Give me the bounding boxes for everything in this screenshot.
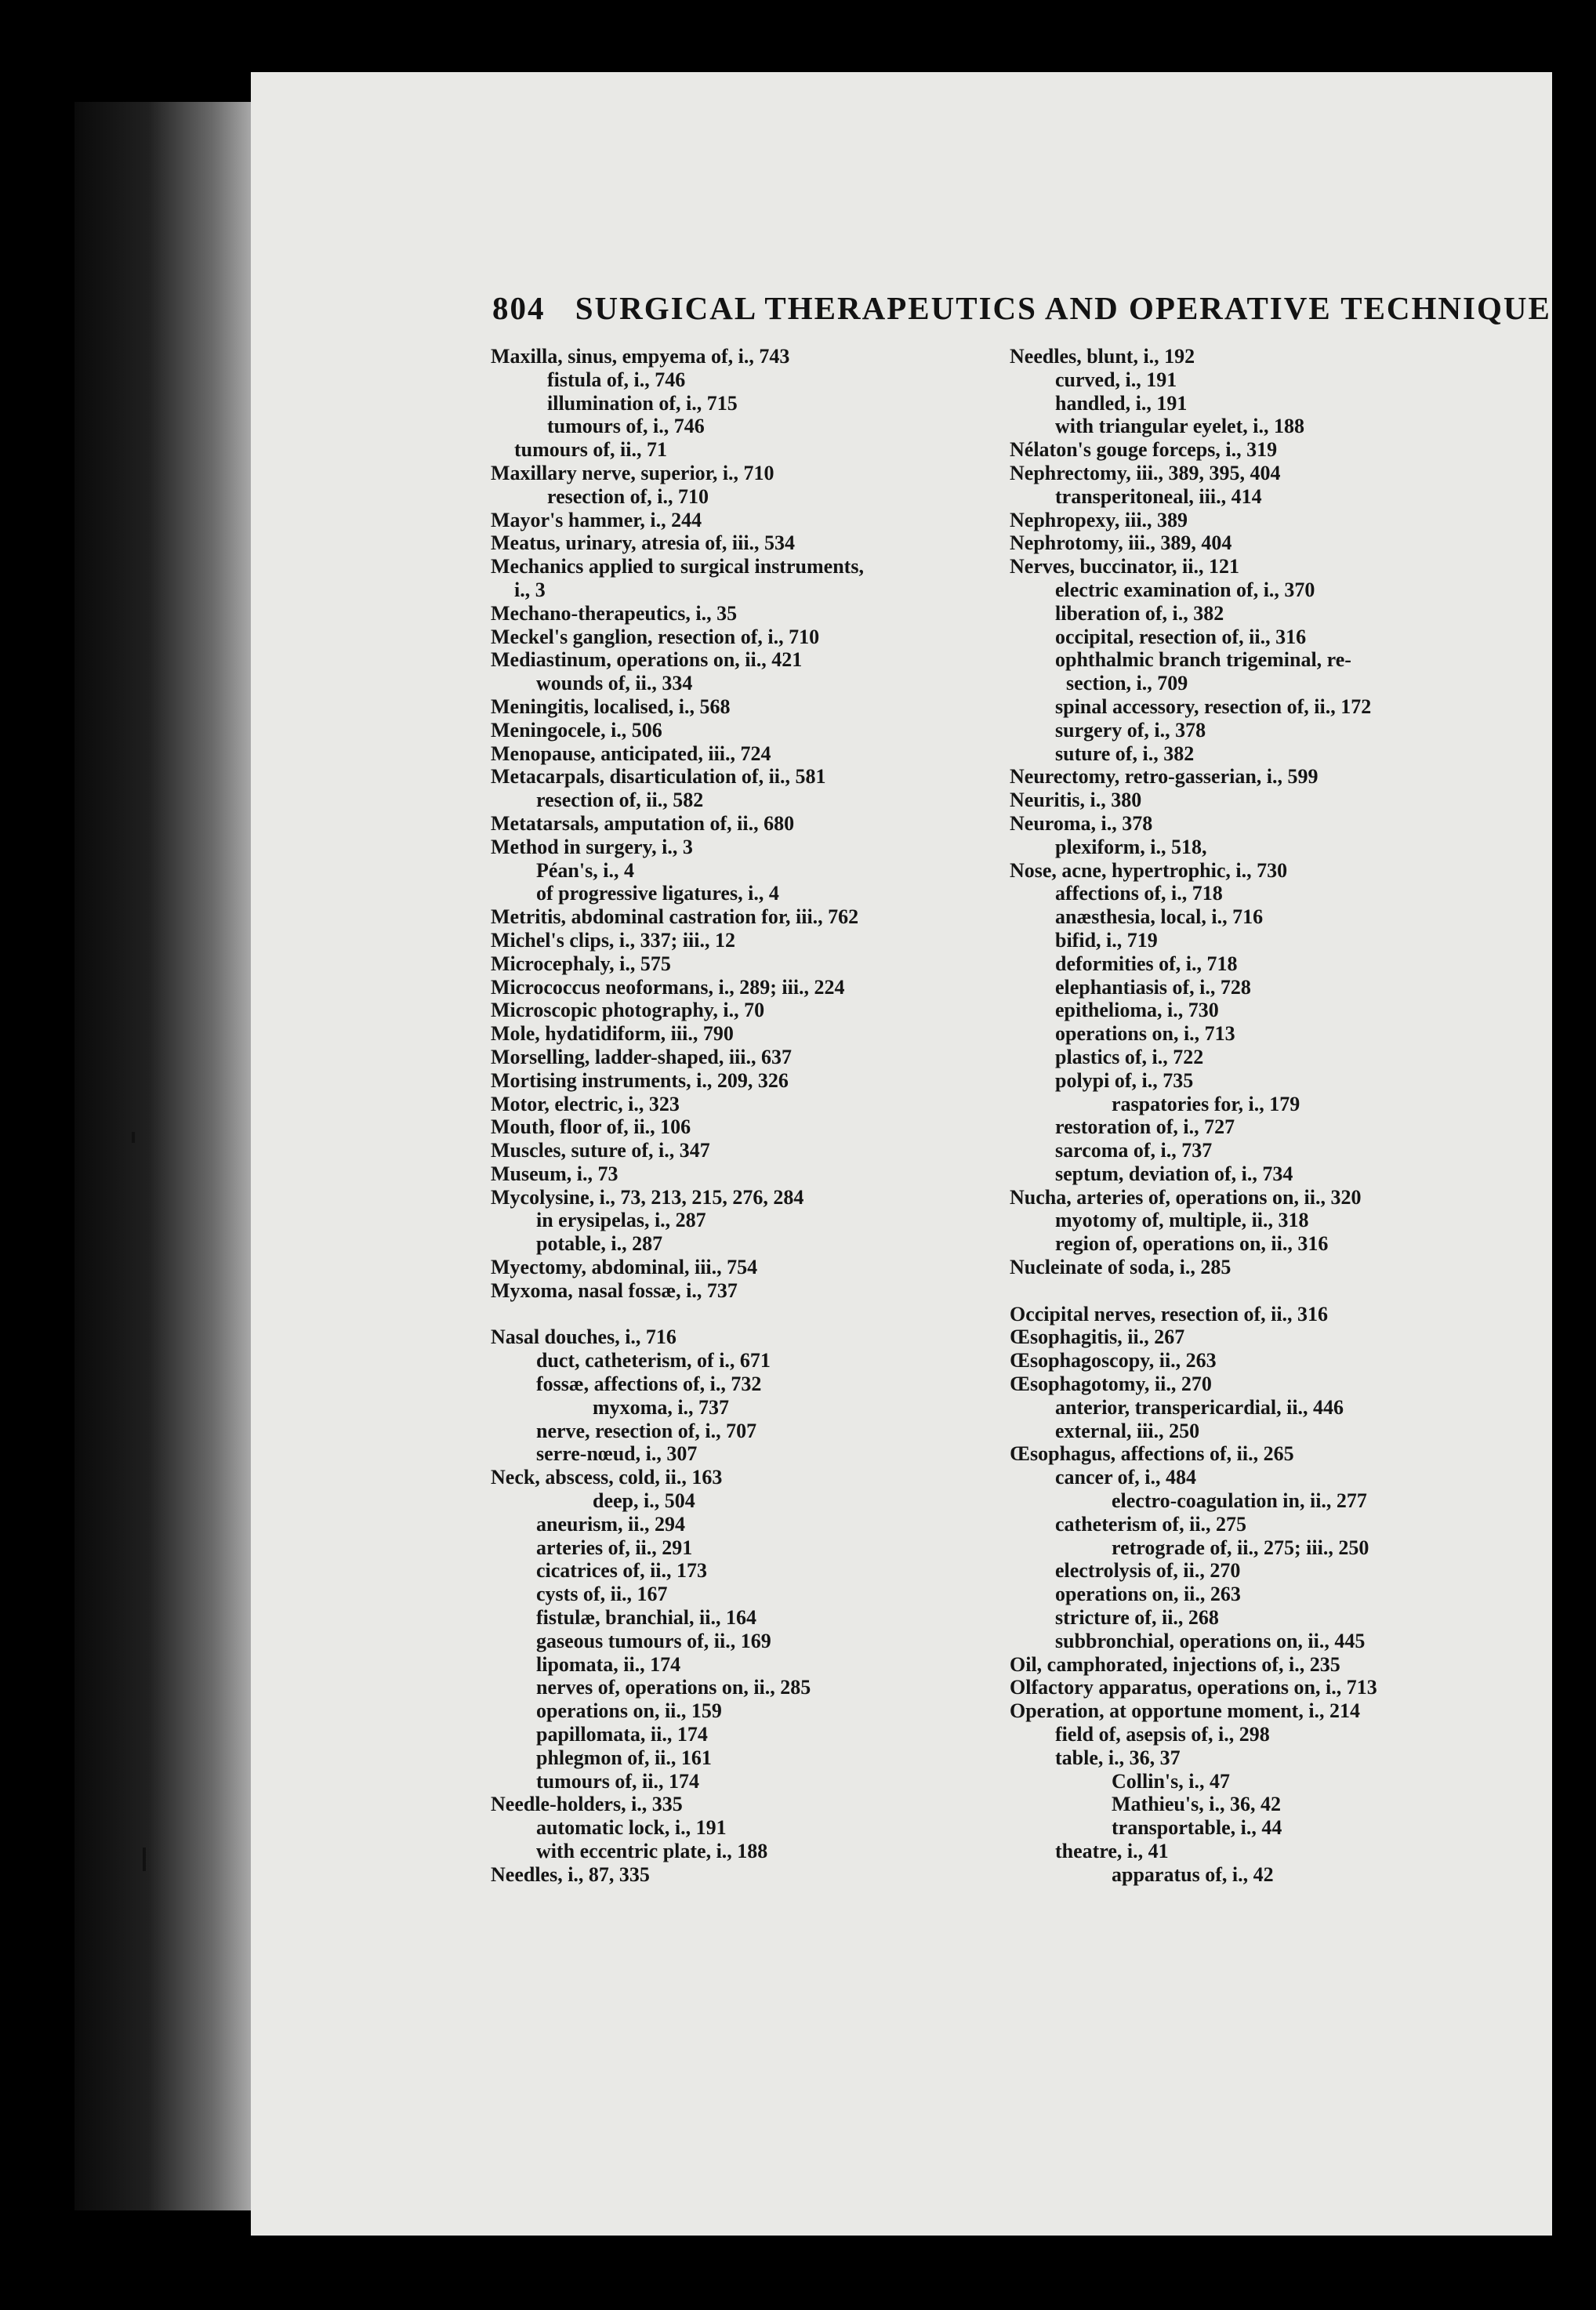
index-entry: Muscles, suture of, i., 347 (491, 1139, 710, 1162)
index-subentry: septum, deviation of, i., 734 (1055, 1162, 1293, 1185)
index-entry: Maxillary nerve, superior, i., 710 (491, 461, 774, 484)
index-subentry: table, i., 36, 37 (1055, 1746, 1181, 1769)
index-entry: Metatarsals, amputation of, ii., 680 (491, 811, 795, 835)
index-subentry: retrograde of, ii., 275; iii., 250 (1112, 1536, 1369, 1559)
index-entry: Oil, camphorated, injections of, i., 235 (1010, 1652, 1340, 1676)
index-subentry: raspatories for, i., 179 (1112, 1092, 1300, 1115)
index-entry: Mycolysine, i., 73, 213, 215, 276, 284 (491, 1185, 804, 1209)
index-entry: Meckel's ganglion, resection of, i., 710 (491, 625, 820, 648)
index-entry: Neurectomy, retro-gasserian, i., 599 (1010, 765, 1319, 789)
index-entry: Meatus, urinary, atresia of, iii., 534 (491, 531, 796, 555)
index-entry: Mouth, floor of, ii., 106 (491, 1115, 691, 1139)
index-subentry: ophthalmic branch trigeminal, re- (1055, 648, 1351, 672)
index-subentry: epithelioma, i., 730 (1055, 999, 1219, 1022)
index-subentry: bifid, i., 719 (1055, 928, 1158, 952)
index-subentry: region of, operations on, ii., 316 (1055, 1232, 1329, 1256)
index-entry: Method in surgery, i., 3 (491, 835, 693, 858)
index-subentry: Mathieu's, i., 36, 42 (1112, 1793, 1281, 1816)
margin-speck (132, 1132, 135, 1143)
index-subentry: surgery of, i., 378 (1055, 718, 1206, 742)
index-subentry: handled, i., 191 (1055, 391, 1188, 415)
index-entry: Mayor's hammer, i., 244 (491, 508, 702, 531)
index-subentry: occipital, resection of, ii., 316 (1055, 625, 1307, 648)
index-subentry: phlegmon of, ii., 161 (536, 1746, 712, 1769)
index-entry: Motor, electric, i., 323 (491, 1092, 680, 1115)
index-subentry: restoration of, i., 727 (1055, 1115, 1235, 1139)
index-entry: Nucha, arteries of, operations on, ii., 320 (1010, 1185, 1362, 1209)
index-subentry: arteries of, ii., 291 (536, 1536, 693, 1559)
page-number: 804 (492, 290, 546, 326)
index-subentry: potable, i., 287 (536, 1232, 663, 1256)
index-subentry: electric examination of, i., 370 (1055, 578, 1315, 601)
index-subentry: transportable, i., 44 (1112, 1816, 1282, 1840)
index-entry: Morselling, ladder-shaped, iii., 637 (491, 1045, 792, 1068)
index-entry: Meningitis, localised, i., 568 (491, 694, 731, 718)
index-entry: Nélaton's gouge forceps, i., 319 (1010, 438, 1278, 462)
index-subentry: electrolysis of, ii., 270 (1055, 1559, 1241, 1583)
index-subentry: transperitoneal, iii., 414 (1055, 484, 1262, 508)
index-subentry: electro-coagulation in, ii., 277 (1112, 1489, 1367, 1513)
index-entry: Microscopic photography, i., 70 (491, 999, 765, 1022)
index-subentry: liberation of, i., 382 (1055, 601, 1224, 625)
index-subentry: i., 3 (514, 578, 546, 601)
index-entry: Meningocele, i., 506 (491, 718, 662, 742)
index-entry: Nerves, buccinator, ii., 121 (1010, 555, 1239, 578)
running-header (492, 288, 1551, 328)
index-subentry: gaseous tumours of, ii., 169 (536, 1629, 771, 1652)
index-subentry: myxoma, i., 737 (593, 1395, 730, 1419)
index-subentry: section, i., 709 (1066, 672, 1188, 695)
index-entry: Operation, at opportune moment, i., 214 (1010, 1699, 1361, 1723)
index-subentry: anæsthesia, local, i., 716 (1055, 905, 1264, 929)
index-subentry: papillomata, ii., 174 (536, 1723, 708, 1746)
index-subentry: cysts of, ii., 167 (536, 1583, 668, 1606)
index-entry: Menopause, anticipated, iii., 724 (491, 742, 771, 765)
index-entry: Mortising instruments, i., 209, 326 (491, 1068, 789, 1092)
index-entry: Mechanics applied to surgical instruments, (491, 555, 864, 578)
index-entry: Needle-holders, i., 335 (491, 1793, 683, 1816)
index-subentry: wounds of, ii., 334 (536, 672, 693, 695)
index-entry: Metritis, abdominal castration for, iii., 762 (491, 905, 859, 929)
index-subentry: resection of, ii., 582 (536, 789, 704, 812)
index-entry: Occipital nerves, resection of, ii., 316 (1010, 1302, 1329, 1325)
index-entry: Neuritis, i., 380 (1010, 789, 1142, 812)
running-title: SURGICAL THERAPEUTICS AND OPERATIVE TECHNIQUE (575, 290, 1551, 326)
index-subentry: of progressive ligatures, i., 4 (536, 882, 779, 905)
index-subentry: deep, i., 504 (593, 1489, 695, 1513)
index-subentry: resection of, i., 710 (547, 484, 709, 508)
index-subentry: illumination of, i., 715 (547, 391, 738, 415)
index-subentry: stricture of, ii., 268 (1055, 1606, 1219, 1630)
index-subentry: fossæ, affections of, i., 732 (536, 1373, 762, 1396)
index-subentry: plastics of, i., 722 (1055, 1045, 1204, 1068)
index-entry: Œsophagitis, ii., 267 (1010, 1325, 1185, 1349)
index-entry: Micrococcus neoformans, i., 289; iii., 224 (491, 975, 845, 999)
index-subentry: suture of, i., 382 (1055, 742, 1195, 765)
index-subentry: in erysipelas, i., 287 (536, 1209, 706, 1232)
section-gap (1010, 1279, 1500, 1303)
index-subentry: cicatrices of, ii., 173 (536, 1559, 708, 1583)
index-subentry: myotomy of, multiple, ii., 318 (1055, 1209, 1309, 1232)
index-subentry: Péan's, i., 4 (536, 858, 634, 882)
index-subentry: deformities of, i., 718 (1055, 952, 1238, 975)
index-subentry: cancer of, i., 484 (1055, 1466, 1197, 1489)
index-subentry: operations on, ii., 263 (1055, 1583, 1241, 1606)
index-entry: Mediastinum, operations on, ii., 421 (491, 648, 803, 672)
section-gap (491, 1303, 961, 1326)
index-column-left (491, 345, 961, 1887)
index-entry: Nucleinate of soda, i., 285 (1010, 1256, 1231, 1279)
index-subentry: polypi of, i., 735 (1055, 1068, 1194, 1092)
index-subentry: lipomata, ii., 174 (536, 1652, 681, 1676)
index-entry: Needles, blunt, i., 192 (1010, 345, 1195, 368)
index-entry: Michel's clips, i., 337; iii., 12 (491, 928, 735, 952)
index-subentry: nerves of, operations on, ii., 285 (536, 1676, 811, 1699)
index-entry: Œsophagotomy, ii., 270 (1010, 1373, 1212, 1396)
index-subentry: apparatus of, i., 42 (1112, 1862, 1274, 1886)
index-subentry: with eccentric plate, i., 188 (536, 1840, 768, 1862)
index-entry: Neuroma, i., 378 (1010, 811, 1153, 835)
index-entry: Œsophagus, affections of, ii., 265 (1010, 1442, 1294, 1466)
index-entry: Nephrectomy, iii., 389, 395, 404 (1010, 461, 1281, 484)
index-entry: Myxoma, nasal fossæ, i., 737 (491, 1278, 738, 1302)
index-subentry: fistulæ, branchial, ii., 164 (536, 1606, 756, 1630)
index-entry: Neck, abscess, cold, ii., 163 (491, 1466, 723, 1489)
index-subentry: tumours of, ii., 174 (536, 1769, 699, 1793)
index-subentry: theatre, i., 41 (1055, 1840, 1169, 1862)
index-entry: Nephrotomy, iii., 389, 404 (1010, 531, 1232, 555)
index-subentry: with triangular eyelet, i., 188 (1055, 415, 1304, 438)
index-column-right (1010, 345, 1500, 1887)
index-subentry: Collin's, i., 47 (1112, 1769, 1230, 1793)
index-subentry: nerve, resection of, i., 707 (536, 1419, 757, 1442)
index-subentry: external, iii., 250 (1055, 1419, 1200, 1442)
index-subentry: subbronchial, operations on, ii., 445 (1055, 1629, 1366, 1652)
index-entry: Microcephaly, i., 575 (491, 952, 671, 975)
index-subentry: operations on, ii., 159 (536, 1699, 722, 1723)
index-entry: Metacarpals, disarticulation of, ii., 581 (491, 765, 826, 789)
index-subentry: tumours of, i., 746 (547, 415, 705, 438)
margin-speck (143, 1848, 146, 1871)
index-subentry: sarcoma of, i., 737 (1055, 1139, 1213, 1162)
index-entry: Nasal douches, i., 716 (491, 1325, 676, 1349)
index-entry: Maxilla, sinus, empyema of, i., 743 (491, 345, 790, 368)
index-entry: Needles, i., 87, 335 (491, 1862, 650, 1886)
index-entry: Olfactory apparatus, operations on, i., 713 (1010, 1676, 1377, 1699)
index-subentry: anterior, transpericardial, ii., 446 (1055, 1395, 1344, 1419)
index-entry: Nephropexy, iii., 389 (1010, 508, 1188, 531)
index-subentry: automatic lock, i., 191 (536, 1816, 727, 1840)
index-subentry: affections of, i., 718 (1055, 882, 1223, 905)
index-subentry: serre-nœud, i., 307 (536, 1442, 698, 1466)
index-subentry: plexiform, i., 518, (1055, 835, 1207, 858)
index-entry: Œsophagoscopy, ii., 263 (1010, 1349, 1217, 1373)
index-entry: Mole, hydatidiform, iii., 790 (491, 1022, 734, 1046)
index-entry: Museum, i., 73 (491, 1162, 618, 1185)
index-entry: Nose, acne, hypertrophic, i., 730 (1010, 858, 1288, 882)
index-subentry: operations on, i., 713 (1055, 1022, 1235, 1046)
index-subentry: tumours of, ii., 71 (514, 438, 667, 462)
book-page-edge-shadow (74, 102, 259, 2210)
index-subentry: elephantiasis of, i., 728 (1055, 975, 1251, 999)
index-subentry: curved, i., 191 (1055, 368, 1177, 391)
index-subentry: field of, asepsis of, i., 298 (1055, 1723, 1270, 1746)
index-subentry: spinal accessory, resection of, ii., 172 (1055, 694, 1372, 718)
index-subentry: catheterism of, ii., 275 (1055, 1512, 1247, 1536)
index-subentry: aneurism, ii., 294 (536, 1512, 685, 1536)
index-subentry: duct, catheterism, of i., 671 (536, 1349, 771, 1373)
index-subentry: fistula of, i., 746 (547, 368, 686, 391)
index-entry: Mechano-therapeutics, i., 35 (491, 601, 738, 625)
index-entry: Myectomy, abdominal, iii., 754 (491, 1256, 758, 1279)
